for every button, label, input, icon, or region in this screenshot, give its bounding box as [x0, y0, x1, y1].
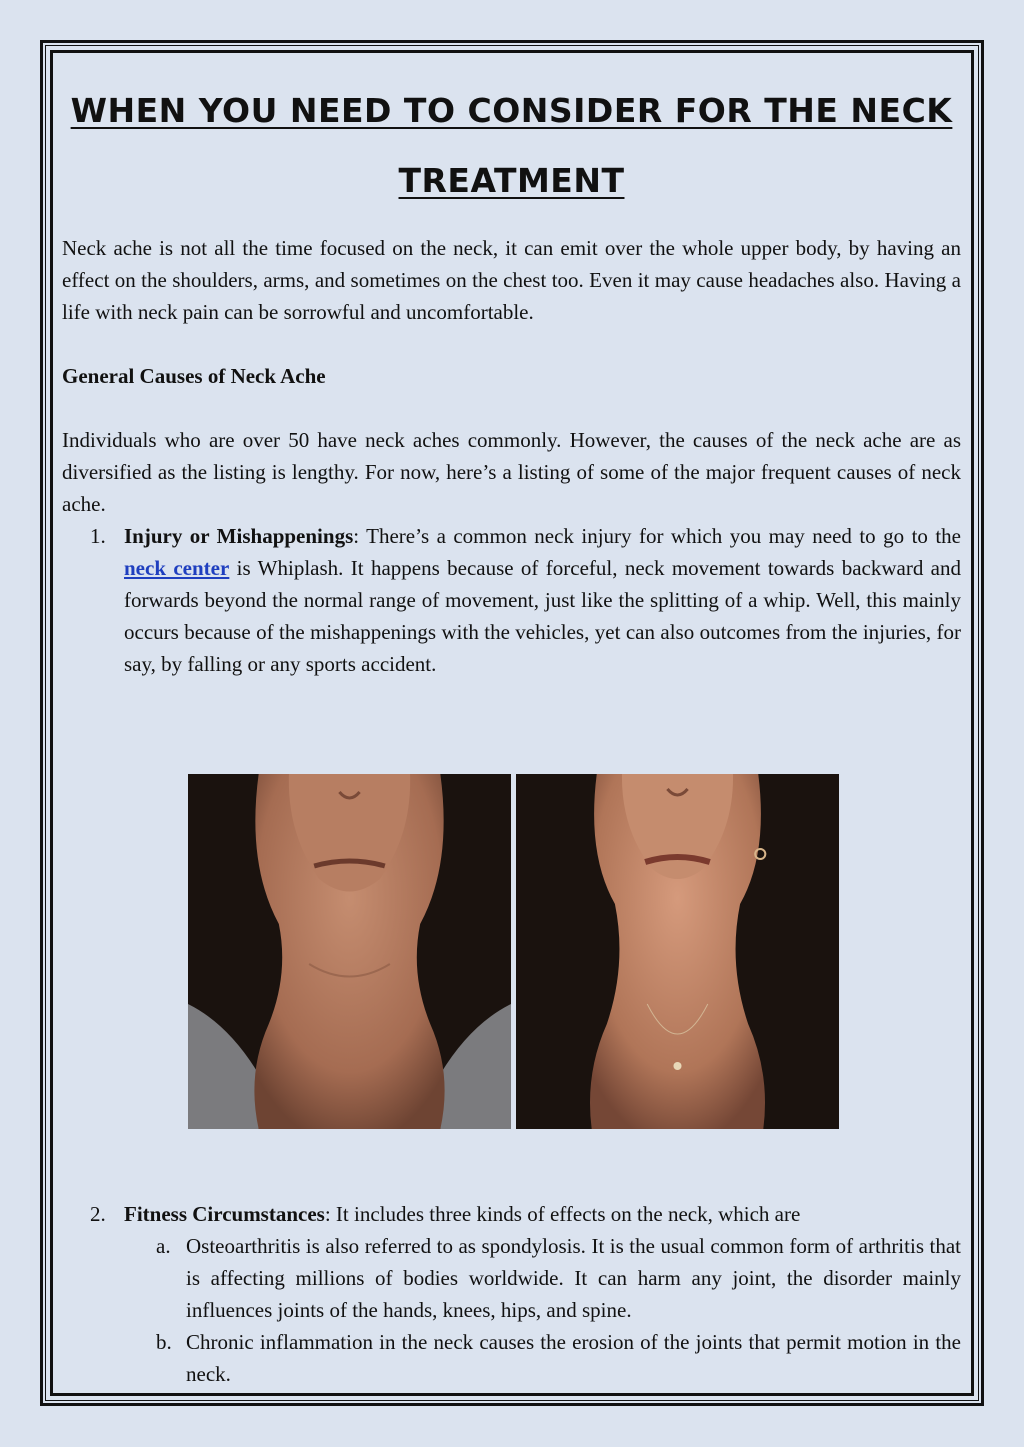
- section-heading: General Causes of Neck Ache: [62, 364, 326, 388]
- causes-intro-paragraph: Individuals who are over 50 have neck aches commonly. However, the causes of the neck ache are as diversified as the listing is lengthy. For now, here’s a listing of some of the major frequent causes of neck ache.: [62, 428, 961, 516]
- document-body: [62, 76, 962, 1386]
- sub-list-letter: a.: [156, 1234, 171, 1258]
- sub-list-text: Chronic inflammation in the neck causes the erosion of the joints that permit motion in the neck.: [186, 1330, 961, 1386]
- sub-list: [124, 1230, 961, 1390]
- causes-list-continued: [62, 1198, 961, 1390]
- list-item-text-continued: is Whiplash. It happens because of forceful, neck movement towards backward and forwards beyond the normal range of movement, just like the splitting of a whip. Well, this mainly occurs because of the mishappenings with the vehicles, yet can also outcomes from the injuries, for say, by falling or any sports accident.: [124, 556, 961, 676]
- neck-center-link[interactable]: neck center: [124, 556, 230, 580]
- list-item: [62, 520, 961, 680]
- after-neck-photo-icon: [516, 774, 839, 1129]
- list-number: 1.: [90, 524, 106, 548]
- list-item-title: Fitness Circumstances: [124, 1202, 325, 1226]
- page-title: WHEN YOU NEED TO CONSIDER FOR THE NECK TREATMENT: [70, 91, 953, 200]
- causes-list: [62, 520, 961, 680]
- sub-list-text: Osteoarthritis is also referred to as spondylosis. It is the usual common form of arthritis that is affecting millions of bodies worldwide. It can harm any joint, the disorder mainly influences joints of the hands, knees, hips, and spine.: [186, 1234, 961, 1322]
- list-item-text: : It includes three kinds of effects on the neck, which are: [324, 1202, 801, 1226]
- intro-paragraph: Neck ache is not all the time focused on the neck, it can emit over the whole upper body, by having an effect on the shoulders, arms, and sometimes on the chest too. Even it may cause headaches also. Having a life with neck pain can be sorrowful and uncomfortable.: [62, 236, 961, 324]
- sub-list-item: [124, 1326, 961, 1390]
- list-item: [62, 1198, 961, 1390]
- sub-list-letter: b.: [156, 1330, 172, 1354]
- list-item-text: : There’s a common neck injury for which you may need to go to the: [353, 524, 962, 548]
- before-neck-photo-icon: [188, 774, 511, 1129]
- before-after-figure: [188, 774, 839, 1129]
- list-item-title: Injury or Mishappenings: [124, 524, 354, 548]
- list-number: 2.: [90, 1202, 106, 1226]
- sub-list-item: [124, 1230, 961, 1326]
